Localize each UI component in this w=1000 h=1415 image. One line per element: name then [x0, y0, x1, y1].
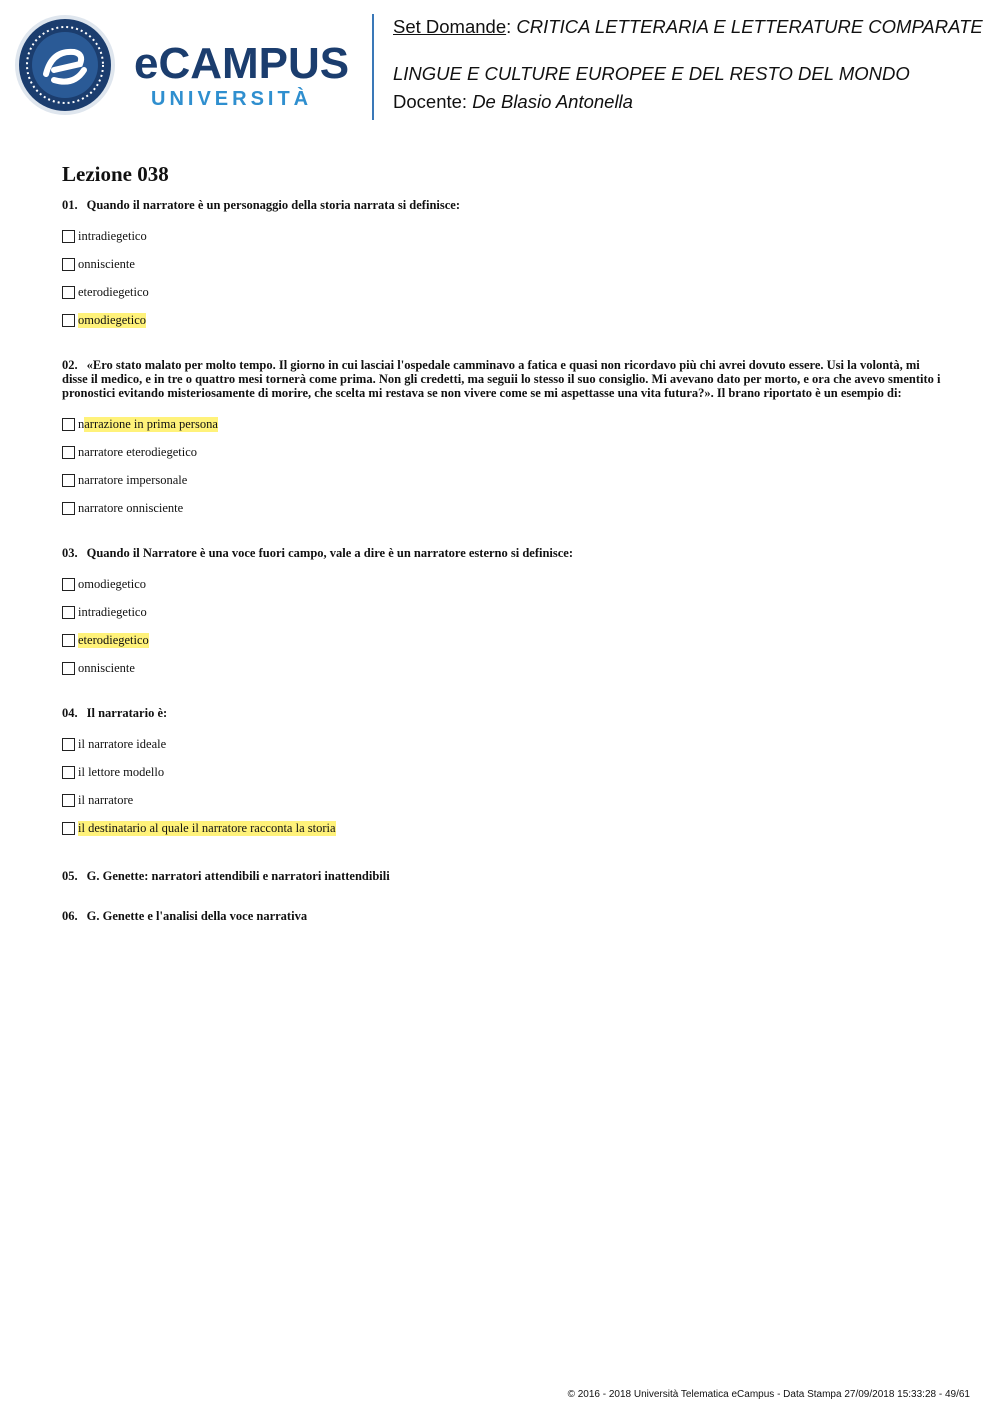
answer-option[interactable]	[62, 222, 942, 250]
docente-line	[393, 91, 633, 113]
checkbox[interactable]	[62, 474, 75, 487]
answer-option-correct[interactable]	[62, 814, 942, 842]
answer-option[interactable]	[62, 654, 942, 682]
question-body: Quando il narratore è un personaggio della storia narrata si definisce:	[86, 198, 460, 212]
checkbox[interactable]	[62, 502, 75, 515]
page-footer: © 2016 - 2018 Università Telematica eCampus - Data Stampa 27/09/2018 15:33:28 - 49/61	[567, 1389, 970, 1400]
checkbox[interactable]	[62, 822, 75, 835]
answer-option-correct[interactable]	[62, 306, 942, 334]
question	[62, 706, 942, 842]
checkbox[interactable]	[62, 286, 75, 299]
question-body: G. Genette e l'analisi della voce narrativa	[86, 909, 308, 923]
question-text	[62, 358, 942, 400]
option-label-highlighted: il destinatario al quale il narratore racconta la storia	[78, 820, 336, 835]
question-number: 03.	[62, 546, 78, 560]
option-label: eterodiegetico	[78, 284, 149, 299]
question-number: 04.	[62, 706, 78, 720]
question-body: G. Genette: narratori attendibili e narratori inattendibili	[86, 869, 390, 883]
checkbox[interactable]	[62, 314, 75, 327]
set-domande-value: CRITICA LETTERARIA E LETTERATURE COMPARATE	[516, 16, 983, 37]
checkbox[interactable]	[62, 766, 75, 779]
lesson-title: Lezione 038	[62, 162, 169, 186]
option-label: il lettore modello	[78, 764, 165, 779]
checkbox[interactable]	[62, 662, 75, 675]
option-label-highlighted: omodiegetico	[78, 312, 147, 327]
option-label-highlighted: eterodiegetico	[78, 632, 149, 647]
option-label: narratore impersonale	[78, 472, 188, 487]
option-label: il narratore ideale	[78, 736, 167, 751]
logo-subtitle: UNIVERSITÀ	[151, 88, 313, 110]
option-label: intradiegetico	[78, 604, 147, 619]
logo-wordmark: eCAMPUS	[134, 39, 350, 88]
question-text	[62, 546, 942, 560]
question-text	[62, 198, 942, 212]
checkbox[interactable]	[62, 794, 75, 807]
question-body: Quando il Narratore è una voce fuori campo, vale a dire è un narratore esterno si definisce:	[86, 546, 574, 560]
page-header	[0, 0, 1000, 130]
checkbox[interactable]	[62, 578, 75, 591]
answer-option-correct[interactable]	[62, 626, 942, 654]
question-text	[62, 706, 942, 720]
option-label: narratore onnisciente	[78, 500, 184, 515]
answer-option-correct[interactable]	[62, 410, 942, 438]
option-label: il narratore	[78, 792, 134, 807]
question-number: 05.	[62, 869, 78, 883]
answer-option[interactable]	[62, 494, 942, 522]
set-domande-separator: :	[506, 16, 512, 37]
answer-option[interactable]	[62, 598, 942, 626]
header-divider	[372, 14, 374, 120]
checkbox[interactable]	[62, 738, 75, 751]
question-body: Il narratario è:	[86, 706, 168, 720]
answer-option[interactable]	[62, 570, 942, 598]
open-question	[62, 909, 942, 923]
answer-option[interactable]	[62, 250, 942, 278]
option-label-prefix: n	[78, 416, 85, 431]
checkbox[interactable]	[62, 258, 75, 271]
question	[62, 358, 942, 522]
option-label: intradiegetico	[78, 228, 147, 243]
question-number: 06.	[62, 909, 78, 923]
answer-option[interactable]	[62, 438, 942, 466]
open-question	[62, 869, 942, 883]
answer-option[interactable]	[62, 786, 942, 814]
answer-option[interactable]	[62, 466, 942, 494]
question	[62, 198, 942, 334]
option-label: omodiegetico	[78, 576, 147, 591]
checkbox[interactable]	[62, 418, 75, 431]
option-label: onnisciente	[78, 256, 135, 271]
option-label-highlighted: arrazione in prima persona	[84, 416, 218, 431]
lesson-content	[62, 160, 942, 923]
set-domande-line	[393, 16, 983, 38]
docente-value: De Blasio Antonella	[472, 91, 633, 112]
answer-option[interactable]	[62, 730, 942, 758]
ecampus-logo	[14, 14, 359, 118]
question-body: «Ero stato malato per molto tempo. Il giorno in cui lasciai l'ospedale camminavo a fatica e quasi non ricordavo più chi avrei dovuto essere. Usi la volontà, mi disse il medico, e in tre o quattro mesi tornerà come prima. Non gli credetti, ma seguii lo stesso il suo consiglio. Mi avevano dato per morto, e ora che avevo smentito i pronostici evitando misteriosamente di morire, che scelta mi restava se non vivere come se mi aspettasse una vita futura?». Il brano riportato è un esempio di:	[62, 358, 941, 400]
option-label: narratore eterodiegetico	[78, 444, 198, 459]
option-label: onnisciente	[78, 660, 135, 675]
question-number: 01.	[62, 198, 78, 212]
docente-label: Docente:	[393, 91, 468, 112]
checkbox[interactable]	[62, 606, 75, 619]
checkbox[interactable]	[62, 634, 75, 647]
checkbox[interactable]	[62, 230, 75, 243]
ecampus-emblem-icon	[14, 14, 116, 116]
checkbox[interactable]	[62, 446, 75, 459]
answer-option[interactable]	[62, 278, 942, 306]
answer-option[interactable]	[62, 758, 942, 786]
question-number: 02.	[62, 358, 78, 372]
course-name: LINGUE E CULTURE EUROPEE E DEL RESTO DEL MONDO	[393, 63, 910, 84]
question	[62, 546, 942, 682]
set-domande-label: Set Domande	[393, 16, 507, 37]
